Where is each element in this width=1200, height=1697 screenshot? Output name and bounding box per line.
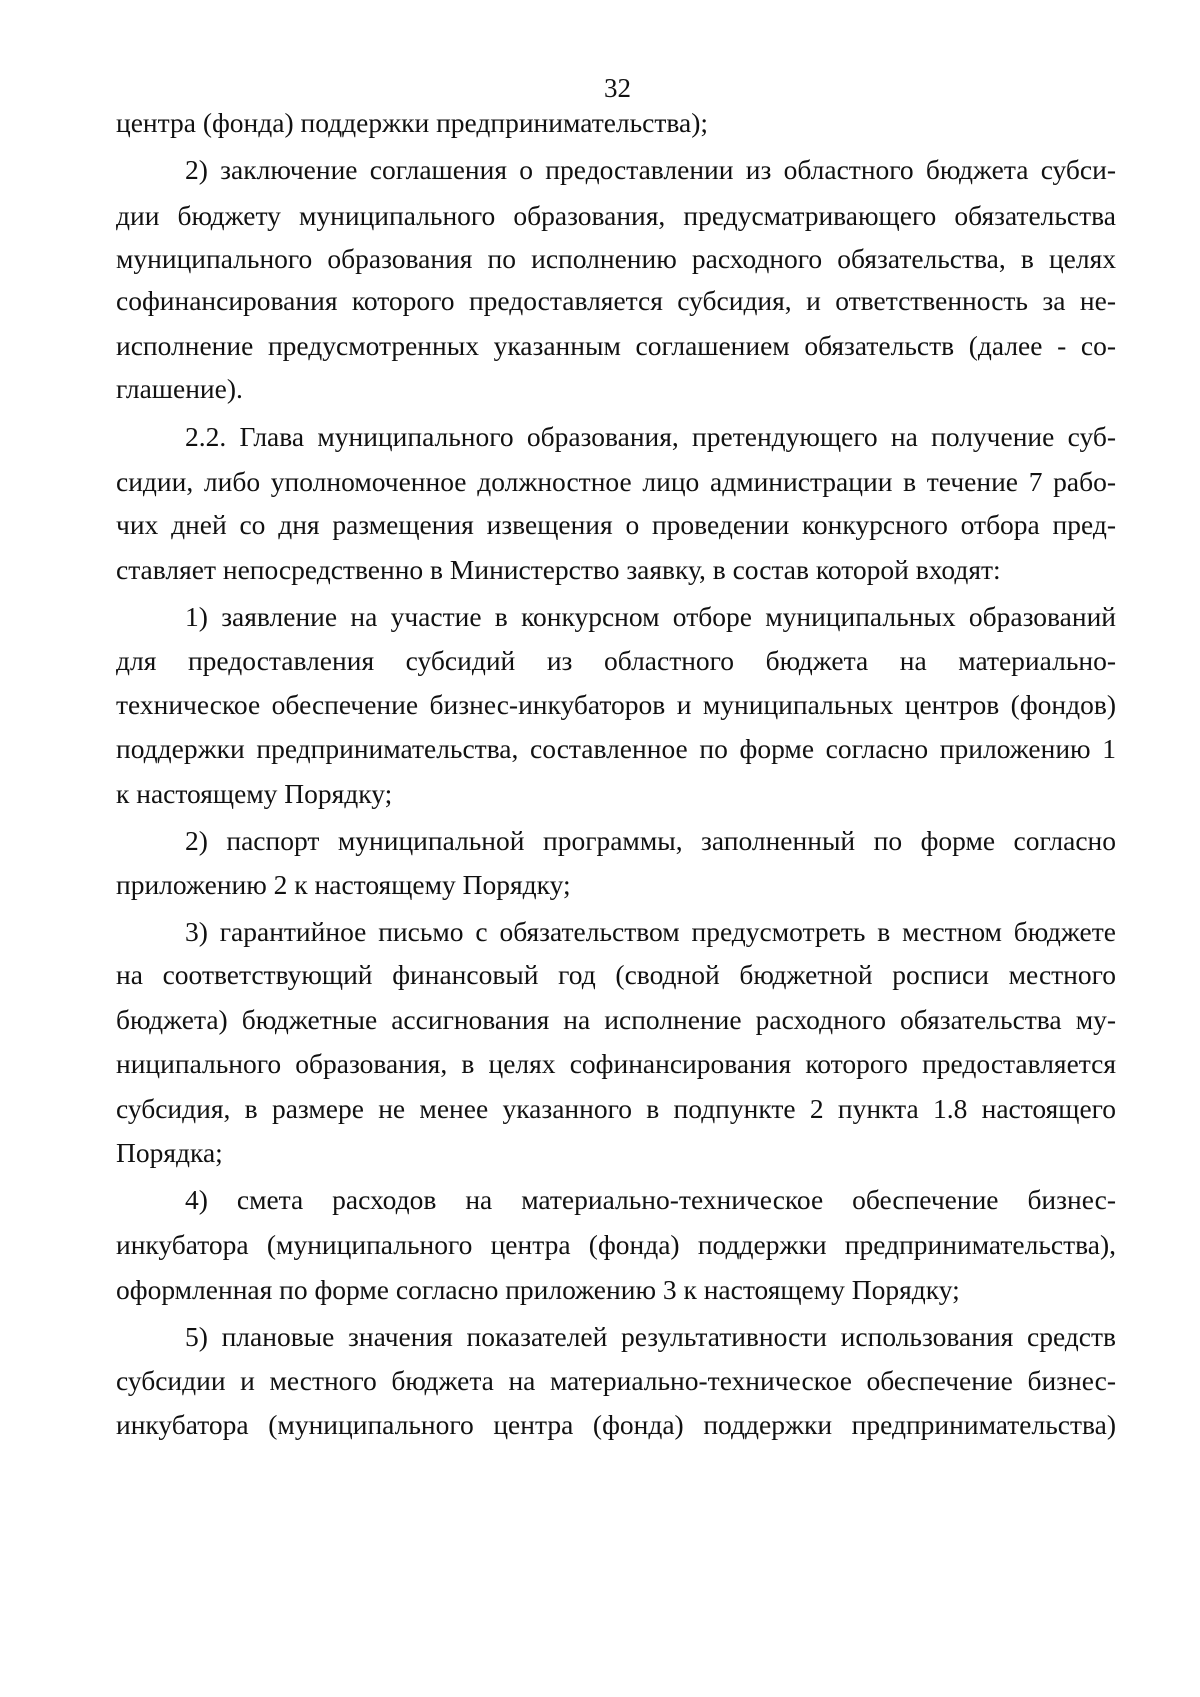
text-line: для предоставления субсидий из областного бюджета на материально- — [116, 645, 1116, 676]
text-line: 2) паспорт муниципальной программы, заполненный по форме согласно — [185, 825, 1116, 856]
text-line: 2) заключение соглашения о предоставлении из областного бюджета субси- — [185, 154, 1116, 185]
text-line: техническое обеспечение бизнес-инкубаторов и муниципальных центров (фондов) — [116, 689, 1116, 720]
text-line: 4) смета расходов на материально-техническое обеспечение бизнес- — [185, 1184, 1116, 1215]
text-line: дии бюджету муниципального образования, предусматривающего обязательства — [116, 200, 1116, 231]
text-line: софинансирования которого предоставляется субсидия, и ответственность за не- — [116, 285, 1116, 316]
text-line: центра (фонда) поддержки предпринимательства); — [116, 107, 709, 138]
text-line: 3) гарантийное письмо с обязательством предусмотреть в местном бюджете — [185, 916, 1116, 947]
text-line: поддержки предпринимательства, составленное по форме согласно приложению 1 — [116, 733, 1116, 764]
text-line: субсидия, в размере не менее указанного в подпункте 2 пункта 1.8 настоящего — [116, 1093, 1116, 1124]
text-line: муниципального образования по исполнению расходного обязательства, в целях — [116, 243, 1116, 274]
text-line: приложению 2 к настоящему Порядку; — [116, 869, 571, 900]
text-line: к настоящему Порядку; — [116, 778, 393, 809]
text-line: субсидии и местного бюджета на материально-техническое обеспечение бизнес- — [116, 1365, 1116, 1396]
page-number: 32 — [604, 73, 631, 103]
text-line: ниципального образования, в целях софинансирования которого предоставляется — [116, 1048, 1116, 1079]
text-line: 2.2. Глава муниципального образования, претендующего на получение суб- — [185, 421, 1116, 452]
text-line: на соответствующий финансовый год (сводной бюджетной росписи местного — [116, 959, 1116, 990]
text-line: ставляет непосредственно в Министерство заявку, в состав которой входят: — [116, 554, 1001, 585]
text-line: чих дней со дня размещения извещения о проведении конкурсного отбора пред- — [116, 509, 1116, 540]
text-line: бюджета) бюджетные ассигнования на исполнение расходного обязательства му- — [116, 1004, 1116, 1035]
text-line: глашение). — [116, 373, 243, 404]
text-line: оформленная по форме согласно приложению 3 к настоящему Порядку; — [116, 1274, 960, 1305]
text-line: сидии, либо уполномоченное должностное лицо администрации в течение 7 рабо- — [116, 466, 1116, 497]
text-line: 5) плановые значения показателей результативности использования средств — [185, 1321, 1116, 1352]
text-line: инкубатора (муниципального центра (фонда) поддержки предпринимательства) — [116, 1409, 1116, 1440]
text-line: исполнение предусмотренных указанным соглашением обязательств (далее - со- — [116, 330, 1116, 361]
text-line: инкубатора (муниципального центра (фонда) поддержки предпринимательства), — [116, 1229, 1116, 1260]
text-line: 1) заявление на участие в конкурсном отборе муниципальных образований — [185, 601, 1116, 632]
text-line: Порядка; — [116, 1137, 223, 1168]
